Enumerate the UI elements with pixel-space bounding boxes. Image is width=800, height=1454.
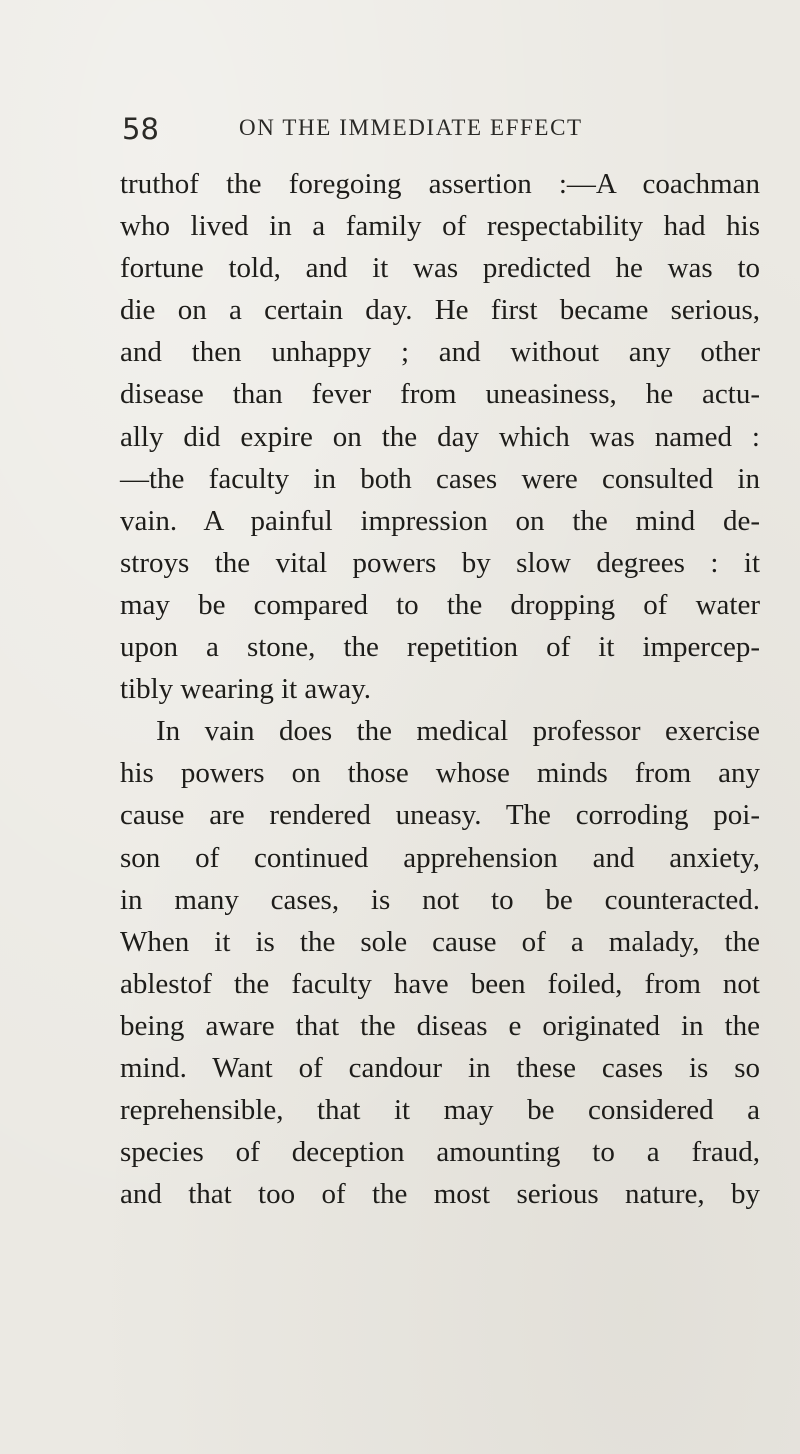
- running-head-title: ON THE IMMEDIATE EFFECT: [239, 115, 583, 140]
- text-line: mind. Want of candour in these cases is so: [120, 1051, 760, 1084]
- text-line: in many cases, is not to be counteracted.: [120, 883, 760, 916]
- text-line: When it is the sole cause of a malady, the: [120, 925, 760, 958]
- text-line: —the faculty in both cases were consulted in: [120, 462, 760, 495]
- text-line: who lived in a family of respectability had his: [120, 210, 760, 243]
- text-line: may be compared to the dropping of water: [120, 588, 760, 621]
- text-line: ally did expire on the day which was named :: [120, 420, 760, 453]
- text-line: species of deception amounting to a fraud,: [120, 1136, 760, 1169]
- text-line: son of continued apprehension and anxiety,: [120, 841, 760, 874]
- text-line: die on a certain day. He first became serious,: [120, 294, 760, 327]
- text-line: vain. A painful impression on the mind de-: [120, 504, 760, 537]
- text-line: his powers on those whose minds from any: [120, 757, 760, 790]
- running-head: [122, 112, 762, 152]
- text-line: ablestof the faculty have been foiled, from not: [120, 967, 760, 1000]
- text-line: cause are rendered uneasy. The corroding poi-: [120, 799, 760, 832]
- text-line: being aware that the diseas e originated in the: [120, 1009, 760, 1042]
- text-line: upon a stone, the repetition of it impercep-: [120, 631, 760, 664]
- text-line: truthof the foregoing assertion :—A coachman: [120, 168, 760, 200]
- text-line: disease than fever from uneasiness, he actu-: [120, 378, 760, 411]
- text-line: and that too of the most serious nature, by: [120, 1178, 760, 1211]
- text-line: and then unhappy ; and without any other: [120, 336, 760, 369]
- body-text: [120, 163, 760, 1215]
- page-number: 58: [122, 112, 159, 146]
- text-line: reprehensible, that it may be considered a: [120, 1094, 760, 1127]
- text-line: stroys the vital powers by slow degrees : it: [120, 546, 760, 579]
- text-line: fortune told, and it was predicted he was to: [120, 252, 760, 285]
- paragraph-end-line: tibly wearing it away.: [120, 673, 371, 706]
- paragraph-start-line: In vain does the medical professor exercise: [156, 715, 760, 748]
